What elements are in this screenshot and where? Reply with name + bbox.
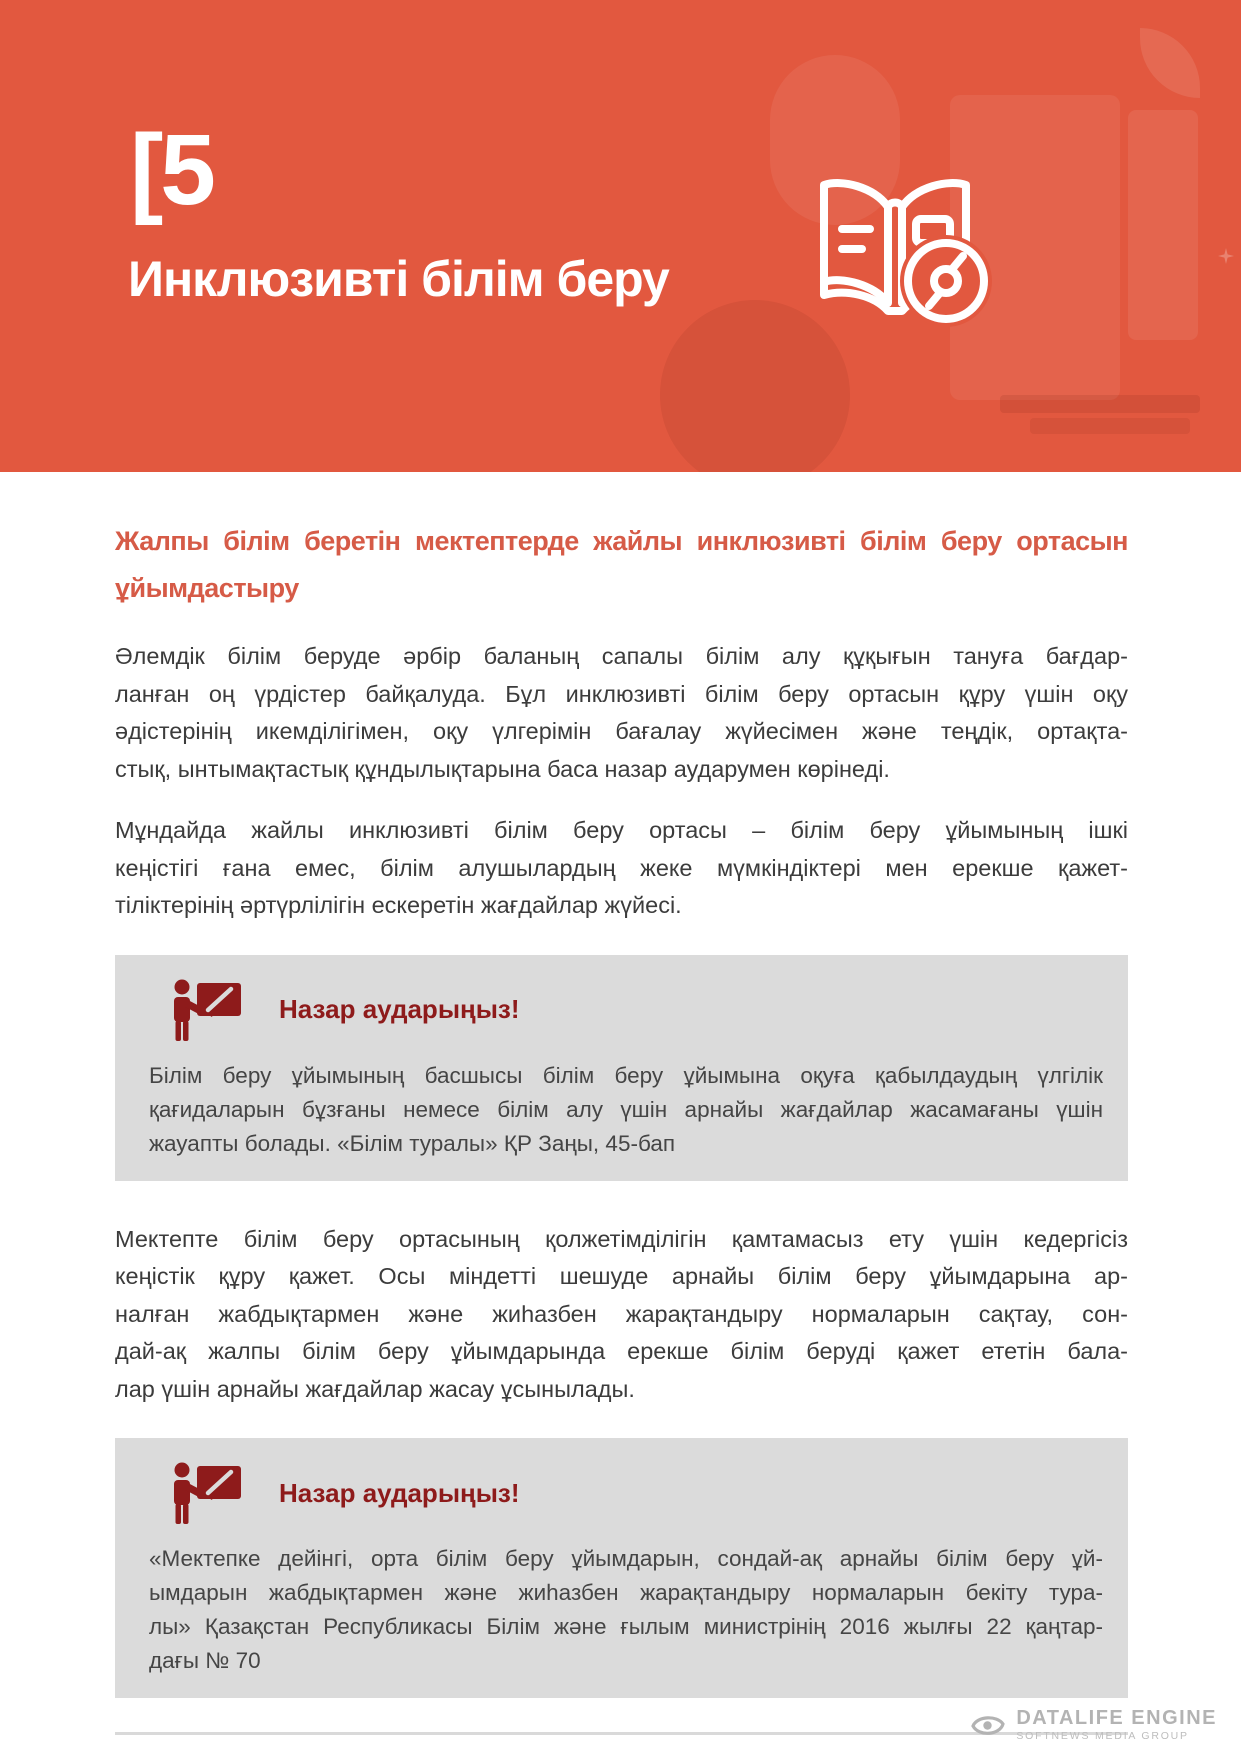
callout-text: Білім беру ұйымының басшысы білім беру ұйымына оқуға қабылдаудың үлгілік қағидаларын бұзғаны немесе білім алу үшін арнайы жағдайлар жасамағаны үшін жауапты болады. «Білім туралы» ҚР Заңы, 45-бап — [149, 1062, 1103, 1156]
book-stack-shape — [1000, 395, 1200, 413]
callout-title: Назар аударыңыз! — [279, 994, 520, 1024]
attention-callout-2 — [115, 1438, 1128, 1698]
datalife-eye-icon — [970, 1710, 1006, 1740]
callout-text: «Мектепке дейінгі, орта білім беру ұйымдарын, сондай-ақ арнайы білім беру ұй- ымдарын жабдықтармен және жиһазбен жарақтандыру нормаларын бекіту тура- лы» Қазақстан Республикасы Білім және ғылым министрінің 2016 жылғы 22 қаңтар- дағы № 70 — [149, 1546, 1103, 1673]
paragraph-1: Әлемдік білім беруде әрбір баланың сапалы білім алу құқығын тануға бағдар- ланған оң үрдістер байқалуда. Бұл инклюзивті білім беру ортасын құру үшін оқу әдістерінің икемділігімен, оқу үлгерімін бағалау жүйесімен және теңдік, ортақта- стық, ынтымақтастық құндылықтарына баса назар аударумен көрінеді. — [115, 643, 1128, 782]
section-heading: Жалпы білім беретін мектептерде жайлы инклюзивті білім беру ортасын ұйымдастыру — [115, 526, 1128, 603]
kiosk-shape — [1128, 110, 1198, 340]
teacher-pointing-blackboard-icon — [169, 979, 247, 1041]
chapter-number: [5 — [130, 114, 213, 226]
paragraph-2: Мұндайда жайлы инклюзивті білім беру ортасы – білім беру ұйымының ішкі кеңістігі ғана емес, білім алушылардың жеке мүмкіндіктері мен ерекше қажет- тіліктерінің әртүрлілігін ескеретін жағдайлар жүйесі. — [115, 817, 1128, 918]
paragraph-3: Мектепте білім беру ортасының қолжетімділігін қамтамасыз ету үшін кедергісіз кеңістік құру қажет. Осы міндетті шешуде арнайы білім беру ұйымдарына ар- налған жабдықтармен және жиһазбен жарақтандыру нормаларын сақтау, сон- дай-ақ жалпы білім беру ұйымдарында ерекше білім беруді қажет ететін бала- лар үшін арнайы жағдайлар жасау ұсынылады. — [115, 1225, 1128, 1402]
callout-header — [145, 979, 1103, 1041]
attention-callout-1 — [115, 955, 1128, 1181]
logo-text-block — [1016, 1708, 1217, 1742]
article-body — [0, 518, 1241, 1698]
callout-title: Назар аударыңыз! — [279, 1477, 520, 1508]
leaf-shape — [1140, 28, 1200, 98]
book-stack-shape — [1030, 418, 1190, 434]
datalife-engine-logo[interactable] — [970, 1708, 1217, 1742]
chapter-banner — [0, 0, 1241, 472]
callout-header — [145, 1462, 1103, 1524]
sparkle-shape — [1218, 248, 1234, 264]
banner-illustration — [0, 0, 1241, 472]
logo-subtitle: SOFTNEWS MEDIA GROUP — [1016, 1729, 1189, 1742]
teacher-pointing-blackboard-icon — [169, 1462, 247, 1524]
chapter-title: Инклюзивті білім беру — [128, 251, 669, 307]
open-book-with-cd-icon — [790, 125, 1000, 335]
logo-title: DATALIFE ENGINE — [1016, 1706, 1217, 1729]
